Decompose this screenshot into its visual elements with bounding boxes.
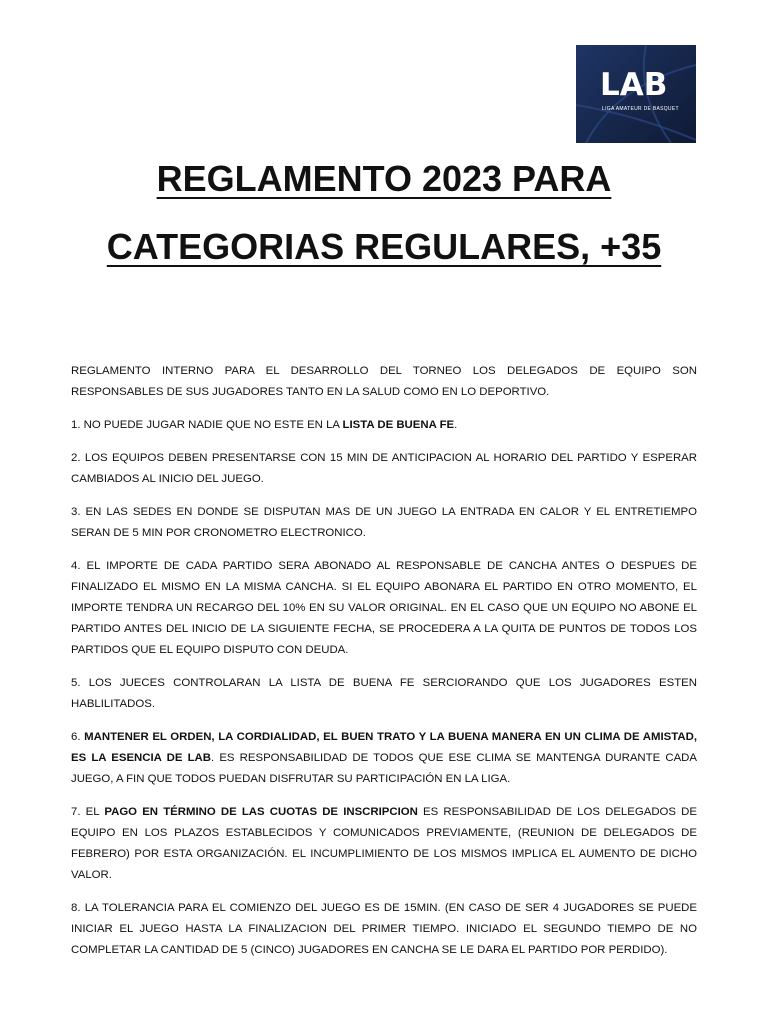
page-title: [0, 145, 768, 281]
rule-7-text: ES RESPONSABILIDAD DE LOS DELEGADOS DE EQUIPO EN LOS PLAZOS ESTABLECIDOS Y COMUNICADOS PREVIAMENTE, (REUNION DE DELEGADOS DE FEBRERO) POR ESTA ORGANIZACIÓN. EL INCUMPLIMIENTO DE LOS MISMOS IMPLICA EL AUMENTO DE DICHO VALOR.: [71, 806, 697, 881]
lab-logo: [576, 45, 696, 143]
rule-8: 8. LA TOLERANCIA PARA EL COMIENZO DEL JUEGO ES DE 15MIN. (EN CASO DE SER 4 JUGADORES SE PUEDE INICIAR EL JUEGO HASTA LA FINALIZACION DEL PRIMER TIEMPO. INICIADO EL SEGUNDO TIEMPO DE NO COMPLETAR LA CANTIDAD DE 5 (CINCO) JUGADORES EN CANCHA SE LE DARA EL PARTIDO POR PERDIDO).: [71, 902, 697, 956]
rule-5: 5. LOS JUECES CONTROLARAN LA LISTA DE BUENA FE SERCIORANDO QUE LOS JUGADORES ESTEN HABLILITADOS.: [71, 677, 697, 710]
rule-6-number: 6.: [71, 731, 85, 743]
rule-1-bold: LISTA DE BUENA FE: [342, 419, 455, 431]
rule-6: [71, 727, 697, 790]
rule-6-text: . ES RESPONSABILIDAD DE TODOS QUE ESE CLIMA SE MANTENGA DURANTE CADA JUEGO, A FIN QUE TODOS PUEDAN DISFRUTAR SU PARTICIPACIÓN EN LA LIGA.: [71, 752, 697, 785]
rule-4: 4. EL IMPORTE DE CADA PARTIDO SERA ABONADO AL RESPONSABLE DE CANCHA ANTES O DESPUES DE FINALIZADO EL MISMO EN LA MISMA CANCHA. SI EL EQUIPO ABONARA EL PARTIDO EN OTRO MOMENTO, EL IMPORTE TENDRA UN RECARGO DEL 10% EN SU VALOR ORIGINAL. EN EL CASO QUE UN EQUIPO NO ABONE EL PARTIDO ANTES DEL INICIO DE LA SIGUIENTE FECHA, SE PROCEDERA A LA QUITA DE PUNTOS DE TODOS LOS PARTIDOS QUE EL EQUIPO DISPUTO CON DEUDA.: [71, 560, 697, 656]
rule-6-bold: MANTENER EL ORDEN, LA CORDIALIDAD, EL BUEN TRATO Y LA BUENA MANERA EN UN CLIMA DE AMISTAD, ES LA ESENCIA DE LAB: [71, 731, 697, 764]
intro-paragraph: REGLAMENTO INTERNO PARA EL DESARROLLO DEL TORNEO LOS DELEGADOS DE EQUIPO SON RESPONSABLES DE SUS JUGADORES TANTO EN LA SALUD COMO EN LO DEPORTIVO.: [71, 365, 697, 398]
rule-1: [71, 415, 697, 436]
rules-body: [71, 361, 697, 973]
rule-1-end: .: [454, 419, 458, 431]
rule-3: 3. EN LAS SEDES EN DONDE SE DISPUTAN MAS DE UN JUEGO LA ENTRADA EN CALOR Y EL ENTRETIEMPO SERAN DE 5 MIN POR CRONOMETRO ELECTRONICO.: [71, 506, 697, 539]
rule-7-bold: PAGO EN TÉRMINO DE LAS CUOTAS DE INSCRIPCION: [104, 806, 418, 818]
rule-1-text: 1. NO PUEDE JUGAR NADIE QUE NO ESTE EN LA: [71, 419, 343, 431]
logo-text: LAB: [600, 67, 668, 103]
rule-2: 2. LOS EQUIPOS DEBEN PRESENTARSE CON 15 MIN DE ANTICIPACION AL HORARIO DEL PARTIDO Y ESPERAR CAMBIADOS AL INICIO DEL JUEGO.: [71, 452, 697, 485]
logo-subtitle: LIGA AMATEUR DE BASQUET: [602, 106, 679, 112]
title-line-2: CATEGORIAS REGULARES, +35: [106, 226, 662, 267]
title-line-1: REGLAMENTO 2023 PARA: [156, 158, 612, 199]
rule-7: [71, 802, 697, 886]
rule-7-number: 7. EL: [71, 806, 105, 818]
